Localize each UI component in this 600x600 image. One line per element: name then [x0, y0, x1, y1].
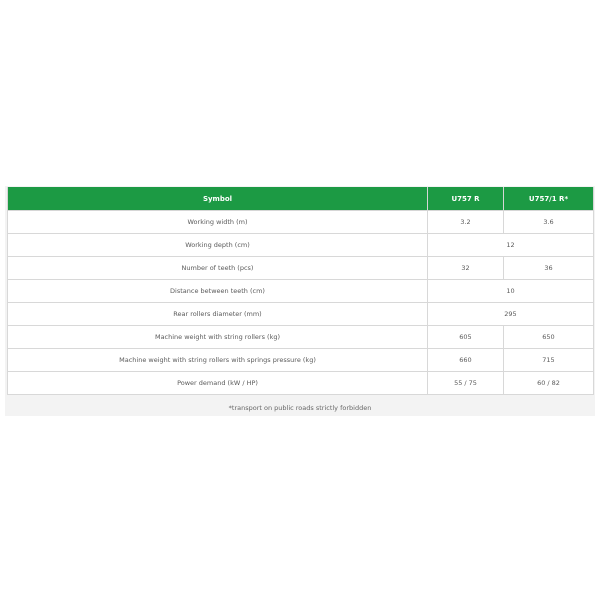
row-label: Number of teeth (pcs) [8, 257, 428, 280]
row-label: Rear rollers diameter (mm) [8, 303, 428, 326]
table-row [8, 257, 594, 280]
header-model-u757r: U757 R [428, 187, 504, 211]
table-row [8, 349, 594, 372]
value-shared: 295 [428, 303, 594, 326]
row-label: Working width (m) [8, 211, 428, 234]
value-u757r: 55 / 75 [428, 372, 504, 395]
row-label: Machine weight with string rollers (kg) [8, 326, 428, 349]
value-u757-1r: 3.6 [504, 211, 594, 234]
value-u757-1r: 36 [504, 257, 594, 280]
table-header-row [8, 187, 594, 211]
value-u757r: 605 [428, 326, 504, 349]
value-shared: 10 [428, 280, 594, 303]
specifications-table [7, 187, 594, 395]
footnote: *transport on public roads strictly forbidden [228, 404, 372, 412]
value-u757-1r: 715 [504, 349, 594, 372]
value-u757-1r: 60 / 82 [504, 372, 594, 395]
table-row [8, 234, 594, 257]
row-label: Power demand (kW / HP) [8, 372, 428, 395]
row-label: Working depth (cm) [8, 234, 428, 257]
header-model-u757-1r: U757/1 R* [504, 187, 594, 211]
table-row [8, 372, 594, 395]
table-row [8, 303, 594, 326]
value-u757-1r: 650 [504, 326, 594, 349]
value-u757r: 660 [428, 349, 504, 372]
value-shared: 12 [428, 234, 594, 257]
value-u757r: 32 [428, 257, 504, 280]
table-row [8, 211, 594, 234]
row-label: Machine weight with string rollers with springs pressure (kg) [8, 349, 428, 372]
row-label: Distance between teeth (cm) [8, 280, 428, 303]
table-row [8, 326, 594, 349]
header-symbol: Symbol [8, 187, 428, 211]
value-u757r: 3.2 [428, 211, 504, 234]
table-row [8, 280, 594, 303]
